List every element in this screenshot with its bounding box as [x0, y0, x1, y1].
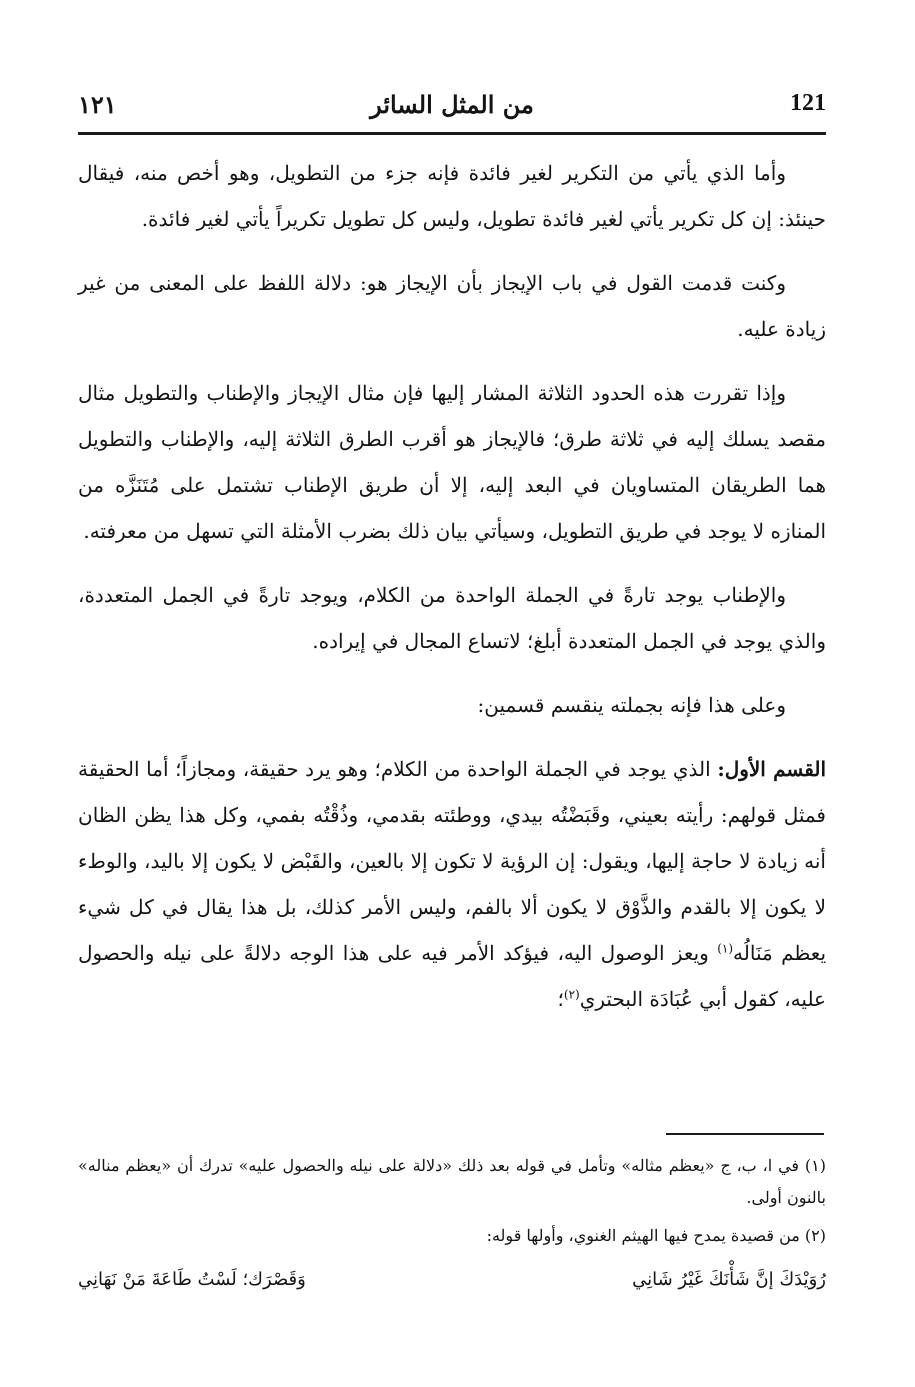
- paragraph-6-end: ؛: [557, 987, 564, 1011]
- page-number-latin: 121: [790, 90, 826, 116]
- section-heading: القسم الأول:: [717, 757, 826, 781]
- paragraph-3: وإذا تقررت هذه الحدود الثلاثة المشار إليها فإن مثال الإيجاز والإطناب والتطويل مثال مقصد يسلك إليه في ثلاثة طرق؛ فالإيجاز هو أقرب الطرق الثلاثة إليه، والإطناب والتطويل هما الطريقان المتساويان في البعد إليه، إلا أن طريق الإطناب تشتمل على مُتَنَزَّه من المنازه لا يوجد في طريق التطويل، وسيأتي بيان ذلك بضرب الأمثلة التي تسهل من معرفته.: [78, 381, 826, 543]
- paragraph-5: وعلى هذا فإنه بجملته ينقسم قسمين:: [477, 693, 786, 717]
- page-number-arabic: ١٢١: [78, 90, 117, 119]
- paragraph-2: وكنت قدمت القول في باب الإيجاز بأن الإيجاز هو: دلالة اللفظ على المعنى من غير زيادة عليه.: [78, 271, 826, 341]
- verse-first-hemistich: رُوَيْدَكَ إنَّ شَأْنَكَ غَيْرُ شَانِي: [632, 1269, 826, 1290]
- footnote-ref-2: (٢): [563, 987, 580, 1002]
- paragraph-1: وأما الذي يأتي من التكرير لغير فائدة فإنه جزء من التطويل، وهو أخص منه، فيقال حينئذ: إن كل تكرير يأتي لغير فائدة تطويل، وليس كل تطويل تكريراً يأتي لغير فائدة.: [78, 161, 826, 231]
- paragraph-4: والإطناب يوجد تارةً في الجملة الواحدة من الكلام، ويوجد تارةً في الجمل المتعددة، والذي يوجد في الجمل المتعددة أبلغ؛ لاتساع المجال في إيراده.: [78, 583, 826, 653]
- footnote-rule: [666, 1133, 824, 1135]
- footnote-2: (٢) من قصيدة يمدح فيها الهيثم الغنوي، وأولها قوله:: [486, 1226, 826, 1245]
- footnotes: [78, 1150, 826, 1296]
- body-text: [78, 150, 826, 1040]
- paragraph-6-text: الذي يوجد في الجملة الواحدة من الكلام؛ وهو يرد حقيقة، ومجازاً؛ أما الحقيقة فمثل قولهم: رأيته بعيني، وقَبَضْتُه بيدي، ووطئته بقدمي، وذُقْتُه بفمي، وكل هذا يظن الظان أنه زيادة لا حاجة إليها، ويقول: إن الرؤية لا تكون إلا بالعين، والقَبْض لا يكون إلا باليد، والوطء لا يكون إلا بالقدم والذَّوْق لا يكون ألا بالفم، وليس الأمر كذلك، بل هذا يقال في كل شيء يعظم مَنَالُه: [78, 757, 827, 965]
- footnote-ref-1: (١): [717, 941, 734, 956]
- header-rule: [78, 132, 826, 135]
- footnote-1: (١) في ا، ب، ج «يعظم مثاله» وتأمل في قوله بعد ذلك «دلالة على نيله والحصول عليه» تدرك أن «يعظم مناله» بالنون أولى.: [78, 1156, 826, 1207]
- verse-second-hemistich: وَقَصْرَك؛ لَسْتُ طَاعَةَ مَنْ نَهَانِي: [78, 1269, 306, 1290]
- running-title: من المثل السائر: [370, 90, 534, 119]
- page-header: [78, 90, 826, 140]
- paragraph-6: [78, 746, 826, 1022]
- poem-verse: [78, 1264, 826, 1296]
- paragraph-6-text-2: ويعز الوصول اليه، فيؤكد الأمر فيه على هذا الوجه دلالةً على نيله والحصول عليه، كقول أبي عُبَادَة البحتري: [78, 941, 826, 1011]
